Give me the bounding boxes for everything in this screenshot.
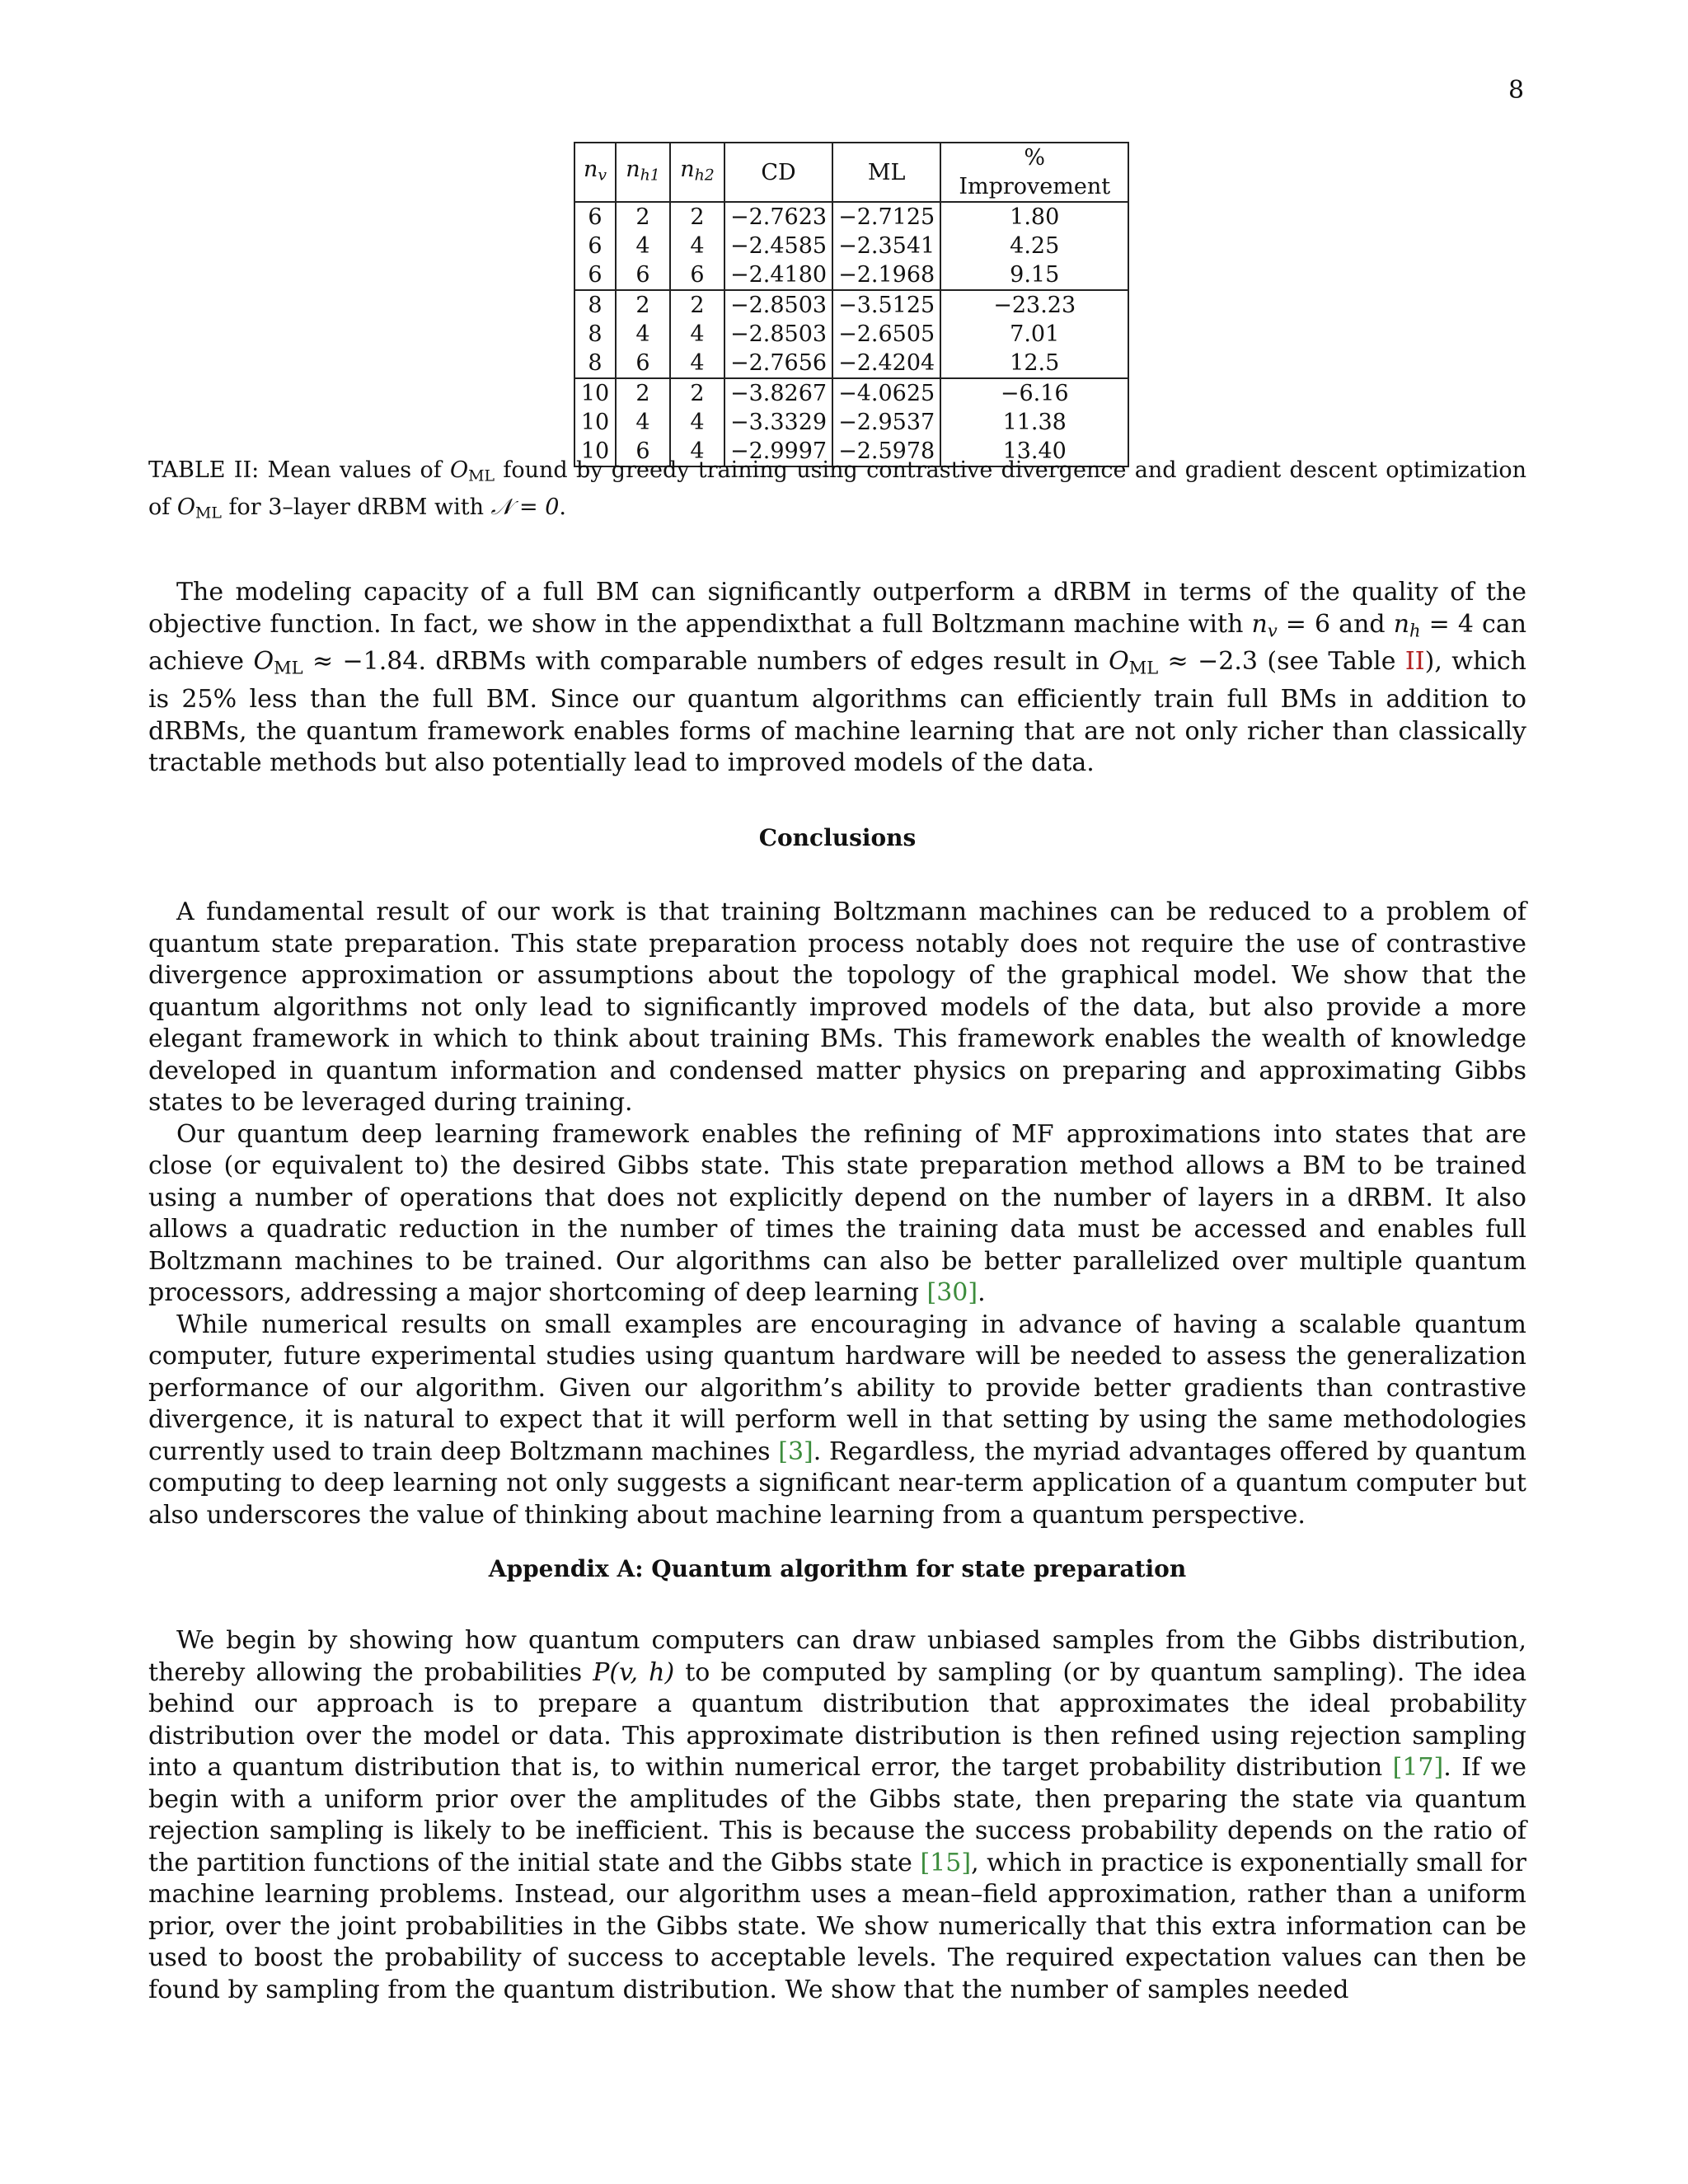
cell-cd: −2.8503: [724, 320, 832, 349]
cell-nv: 8: [574, 349, 616, 378]
citation-link[interactable]: [3]: [778, 1436, 814, 1466]
cell-nv: 10: [574, 378, 616, 408]
cell-cd: −2.4585: [724, 232, 832, 260]
cell-nh2: 2: [670, 202, 724, 232]
cell-improvement: 12.5: [940, 349, 1128, 378]
cell-improvement: 1.80: [940, 202, 1128, 232]
page-number: 8: [1508, 76, 1525, 105]
cell-nh1: 2: [616, 290, 670, 320]
cell-ml: −3.5125: [832, 290, 940, 320]
cell-nh2: 4: [670, 232, 724, 260]
header-nh2: $n_{h2}$: [670, 143, 724, 202]
cell-nv: 6: [574, 202, 616, 232]
cell-nv: 10: [574, 408, 616, 437]
cell-improvement: 13.40: [940, 437, 1128, 466]
table-row: [574, 232, 1128, 260]
intro-paragraph: The modeling capacity of a full BM can significantly outperform a dRBM in terms of the quality of the objective function. In fact, we show in the appendixthat a full Boltzmann machine with $n_v = 6$ and $n_h = 4$ can achieve $O_{ML} \approx -1.84$. dRBMs with comparable numbers of edges result in $O_{ML} \approx -2.3$ (see Table II), which is 25% less than the full BM. Since our quantum algorithms can efficiently train full BMs in addition to dRBMs, the quantum framework enables forms of machine learning that are not only richer than classically tractable methods but also potentially lead to improved models of the data.: [148, 578, 1527, 777]
cell-cd: −2.8503: [724, 290, 832, 320]
appendix-heading: Appendix A: Quantum algorithm for state preparation: [488, 1555, 1187, 1582]
table-row: [574, 378, 1128, 408]
appendix-block: [148, 1625, 1526, 2006]
conclusions-paragraph-2: Our quantum deep learning framework enables the refining of MF approximations into states that are close (or equivalent to) the desired Gibbs state. This state preparation method allows a BM to be trained using a number of operations that does not explicitly depend on the number of layers in a dRBM. It also allows a quadratic reduction in the number of times the training data must be accessed and enables full Boltzmann machines to be trained. Our algorithms can also be better parallelized over multiple quantum processors, addressing a major shortcoming of deep learning [30].: [148, 1119, 1526, 1307]
cell-improvement: 7.01: [940, 320, 1128, 349]
cell-improvement: −23.23: [940, 290, 1128, 320]
cell-nv: 6: [574, 260, 616, 290]
cell-nh2: 4: [670, 320, 724, 349]
cell-nh2: 2: [670, 378, 724, 408]
conclusions-heading: Conclusions: [758, 824, 917, 851]
cell-nh1: 6: [616, 437, 670, 466]
cell-nv: 8: [574, 290, 616, 320]
cell-cd: −2.7656: [724, 349, 832, 378]
cell-nh1: 6: [616, 260, 670, 290]
cell-nh2: 2: [670, 290, 724, 320]
citation-link[interactable]: [15]: [920, 1848, 972, 1877]
cell-improvement: 11.38: [940, 408, 1128, 437]
table-row: [574, 290, 1128, 320]
header-nh1: $n_{h1}$: [616, 143, 670, 202]
conclusions-paragraph-1: A fundamental result of our work is that training Boltzmann machines can be reduced to a problem of quantum state preparation. This state preparation process notably does not require the use of contrastive divergence approximation or assumptions about the topology of the graphical model. We show that the quantum algorithms not only lead to significantly improved models of the data, but also provide a more elegant framework in which to think about training BMs. This framework enables the wealth of knowledge developed in quantum information and condensed matter physics on preparing and approximating Gibbs states to be leveraged during training.: [148, 898, 1526, 1117]
cell-nh1: 4: [616, 408, 670, 437]
cell-ml: −2.4204: [832, 349, 940, 378]
cell-ml: −2.7125: [832, 202, 940, 232]
appendix-paragraph: We begin by showing how quantum computers can draw unbiased samples from the Gibbs distribution, thereby allowing the probabilities P(v, h) to be computed by sampling (or by quantum sampling). The idea behind our approach is to prepare a quantum distribution that approximates the ideal probability distribution over the model or data. This approximate distribution is then refined using rejection sampling into a quantum distribution that is, to within numerical error, the target probability distribution [17]. If we begin with a uniform prior over the amplitudes of the Gibbs state, then preparing the state via quantum rejection sampling is likely to be inefficient. This is because the success probability depends on the ratio of the partition functions of the initial state and the Gibbs state [15], which in practice is exponentially small for machine learning problems. Instead, our algorithm uses a mean–field approximation, rather than a uniform prior, over the joint probabilities in the Gibbs state. We show numerically that this extra information can be used to boost the probability of success to acceptable levels. The required expectation values can then be found by sampling from the quantum distribution. We show that the number of samples needed: [148, 1626, 1526, 2004]
cell-nv: 8: [574, 320, 616, 349]
cell-cd: −3.8267: [724, 378, 832, 408]
cell-nh2: 4: [670, 408, 724, 437]
cell-cd: −2.4180: [724, 260, 832, 290]
cell-improvement: 4.25: [940, 232, 1128, 260]
table-row: [574, 408, 1128, 437]
table-row: [574, 349, 1128, 378]
conclusions-paragraph-3: While numerical results on small examples are encouraging in advance of having a scalable quantum computer, future experimental studies using quantum hardware will be needed to assess the generalization performance of our algorithm. Given our algorithm’s ability to provide better gradients than contrastive divergence, it is natural to expect that it will perform well in that setting by using the same methodologies currently used to train deep Boltzmann machines [3]. Regardless, the myriad advantages offered by quantum computing to deep learning not only suggests a significant near-term application of a quantum computer but also underscores the value of thinking about machine learning from a quantum perspective.: [148, 1310, 1526, 1530]
table-caption: TABLE II: Mean values of $O_{ML}$ found by greedy training using contrastive divergence and gradient descent optimization of $O_{ML}$ for 3–layer dRBM with 𝒩 = 0.: [148, 457, 1526, 523]
cell-cd: −2.9997: [724, 437, 832, 466]
cell-nh1: 6: [616, 349, 670, 378]
cell-nh2: 4: [670, 437, 724, 466]
cell-nh1: 2: [616, 202, 670, 232]
cell-nh1: 2: [616, 378, 670, 408]
cell-cd: −2.7623: [724, 202, 832, 232]
cell-ml: −2.9537: [832, 408, 940, 437]
header-cd: CD: [724, 143, 832, 202]
cell-cd: −3.3329: [724, 408, 832, 437]
cell-nh1: 4: [616, 232, 670, 260]
cell-nv: 6: [574, 232, 616, 260]
results-table: [574, 142, 1129, 467]
header-improvement: % Improvement: [940, 143, 1128, 202]
header-nv: $n_v$: [574, 143, 616, 202]
cell-nh2: 6: [670, 260, 724, 290]
header-ml: ML: [832, 143, 940, 202]
citation-link[interactable]: [17]: [1392, 1753, 1444, 1782]
table-row: [574, 320, 1128, 349]
table-row: [574, 260, 1128, 290]
cell-improvement: −6.16: [940, 378, 1128, 408]
table-row: [574, 202, 1128, 232]
cell-nv: 10: [574, 437, 616, 466]
citation-link[interactable]: [30]: [926, 1278, 978, 1307]
table-ref-link[interactable]: II: [1404, 647, 1425, 677]
cell-ml: −2.6505: [832, 320, 940, 349]
cell-nh1: 4: [616, 320, 670, 349]
cell-ml: −4.0625: [832, 378, 940, 408]
cell-ml: −2.1968: [832, 260, 940, 290]
cell-nh2: 4: [670, 349, 724, 378]
cell-improvement: 9.15: [940, 260, 1128, 290]
cell-ml: −2.3541: [832, 232, 940, 260]
conclusions-block: [148, 897, 1526, 1531]
results-table-container: [574, 142, 1129, 467]
cell-ml: −2.5978: [832, 437, 940, 466]
intro-paragraph-block: [148, 577, 1526, 780]
table-header-row: [574, 143, 1128, 202]
